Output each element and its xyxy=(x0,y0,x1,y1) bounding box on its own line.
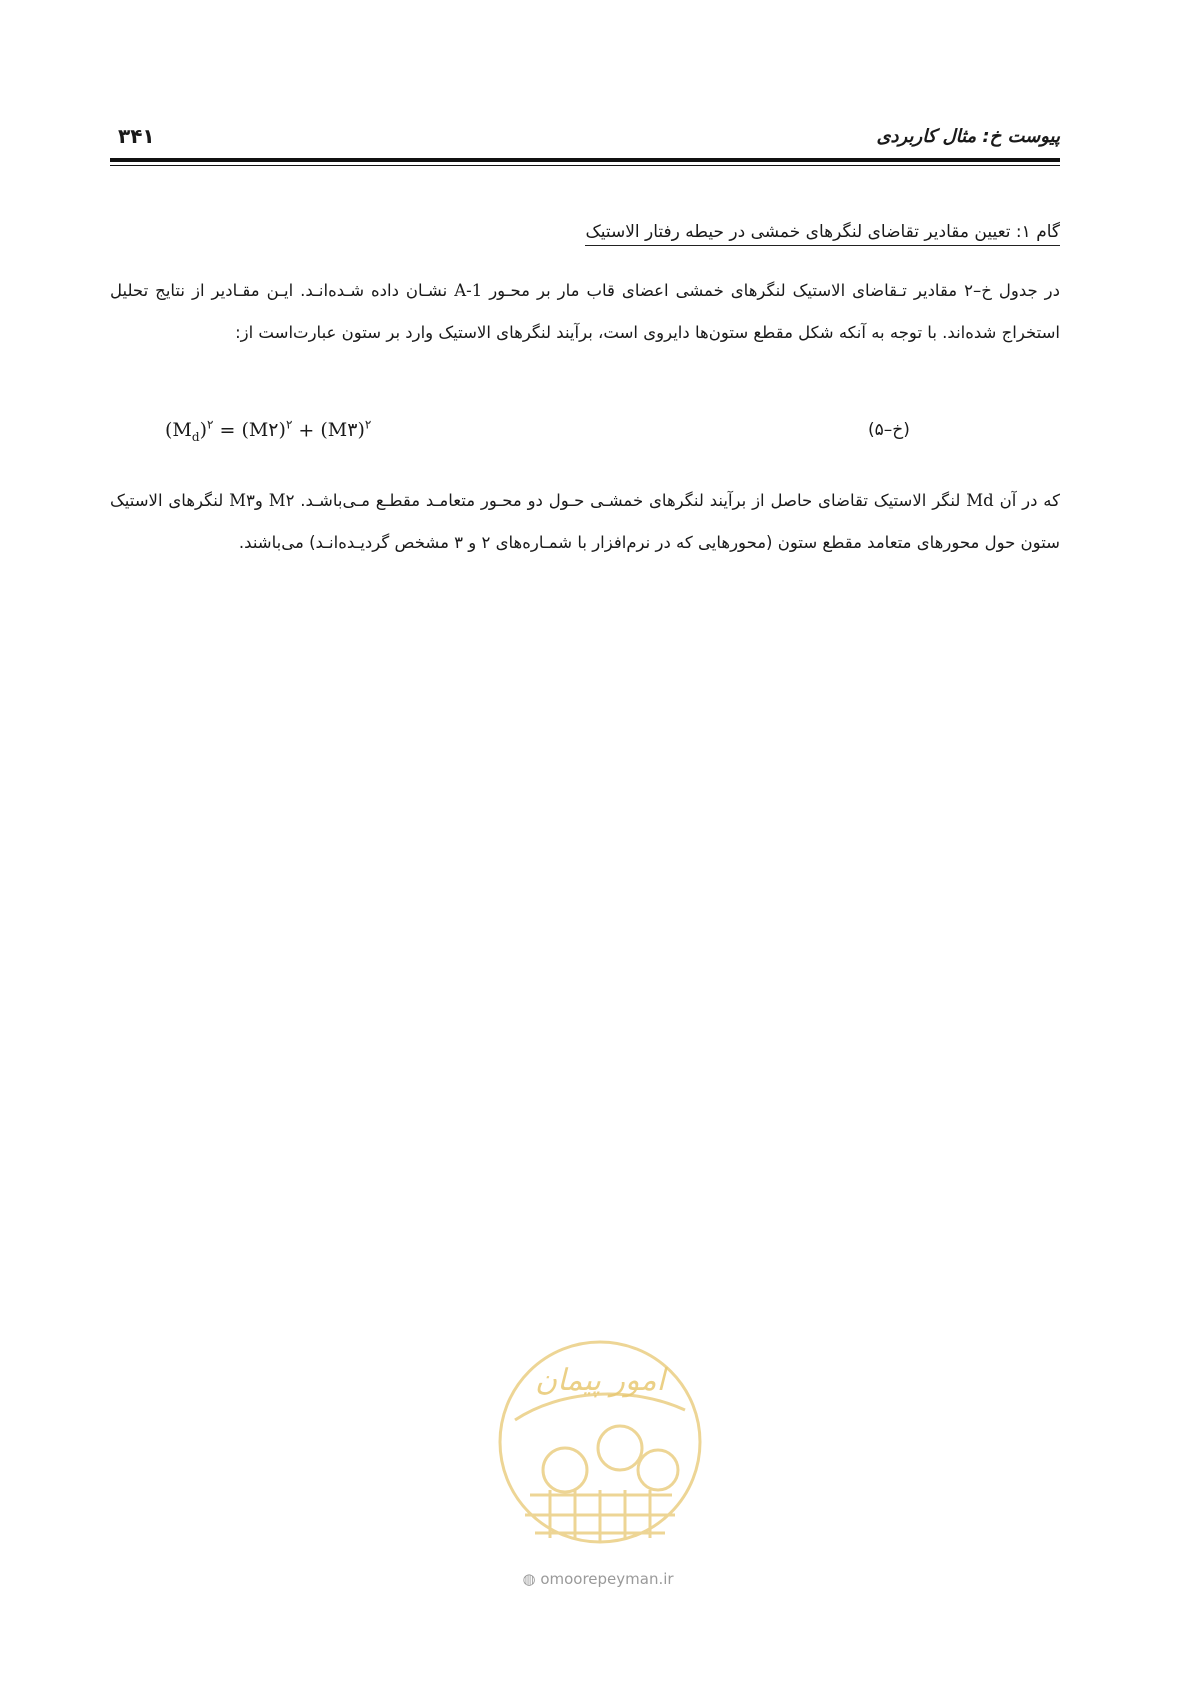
watermark-logo-text: امور پیمان xyxy=(535,1363,665,1398)
header-rule xyxy=(110,158,1060,162)
equation xyxy=(165,418,371,444)
equation-number: (خ–۵) xyxy=(868,420,910,440)
eq-plus: + xyxy=(292,419,321,442)
symbol-m3: M۳ xyxy=(229,491,255,510)
eq-term-2: (M۲)$^۲$ xyxy=(241,418,293,442)
page-number: ۳۴۱ xyxy=(118,124,155,148)
eq-term-3: (M۳)$^۲$ xyxy=(320,418,372,442)
paragraph-2-part3: لنگرهای الاستیک ستون حول محورهای متعامد مقطع ستون (محورهایی که در نرم‌افزار با شمـاره‌های ۲ و ۳ مشخص گردیـده‌انـد) می‌باشند. xyxy=(110,491,1060,552)
globe-icon: ◍ xyxy=(522,1570,536,1588)
axis-label: A-1 xyxy=(454,281,483,300)
paragraph-1-part1: در جدول خ–۲ مقادیر تـقاضای الاستیک لنگرهای خمشی اعضای قاب مار بر محـور xyxy=(489,281,1060,300)
symbol-m2: M۲ xyxy=(268,491,295,510)
paragraph-2-and: و xyxy=(254,491,263,510)
paragraph-1 xyxy=(110,270,1060,354)
paragraph-1-part2: نشـان داده شـده‌انـد. ایـن مقـادیر از نتایج تحلیل استخراج شده‌اند. با توجه به آنکه شکل مقطع ستون‌ها دایروی است، برآیند لنگرهای الاستیک وارد بر ستون عبارت‌است از: xyxy=(110,281,1060,342)
eq-lhs: $(M_d)^۲$ xyxy=(165,418,214,445)
eq-equals: = xyxy=(213,419,242,442)
watermark-logo xyxy=(490,1330,710,1560)
header-rule-thin xyxy=(110,165,1060,166)
paragraph-2 xyxy=(110,480,1060,564)
symbol-md: Md xyxy=(966,491,994,510)
paragraph-2-part2: لنگر الاستیک تقاضای حاصل از برآیند لنگرهای خمشـی حـول دو محـور متعامـد مقطـع مـی‌باشـد. xyxy=(300,491,961,510)
step-heading: گام ۱: تعیین مقادیر تقاضای لنگرهای خمشی در حیطه رفتار الاستیک xyxy=(585,222,1060,246)
watermark-website: ◍ omoorepeyman.ir xyxy=(522,1570,674,1588)
running-header: پیوست خ: مثال کاربردی xyxy=(876,126,1060,147)
paragraph-2-part1: که در آن xyxy=(999,491,1060,510)
